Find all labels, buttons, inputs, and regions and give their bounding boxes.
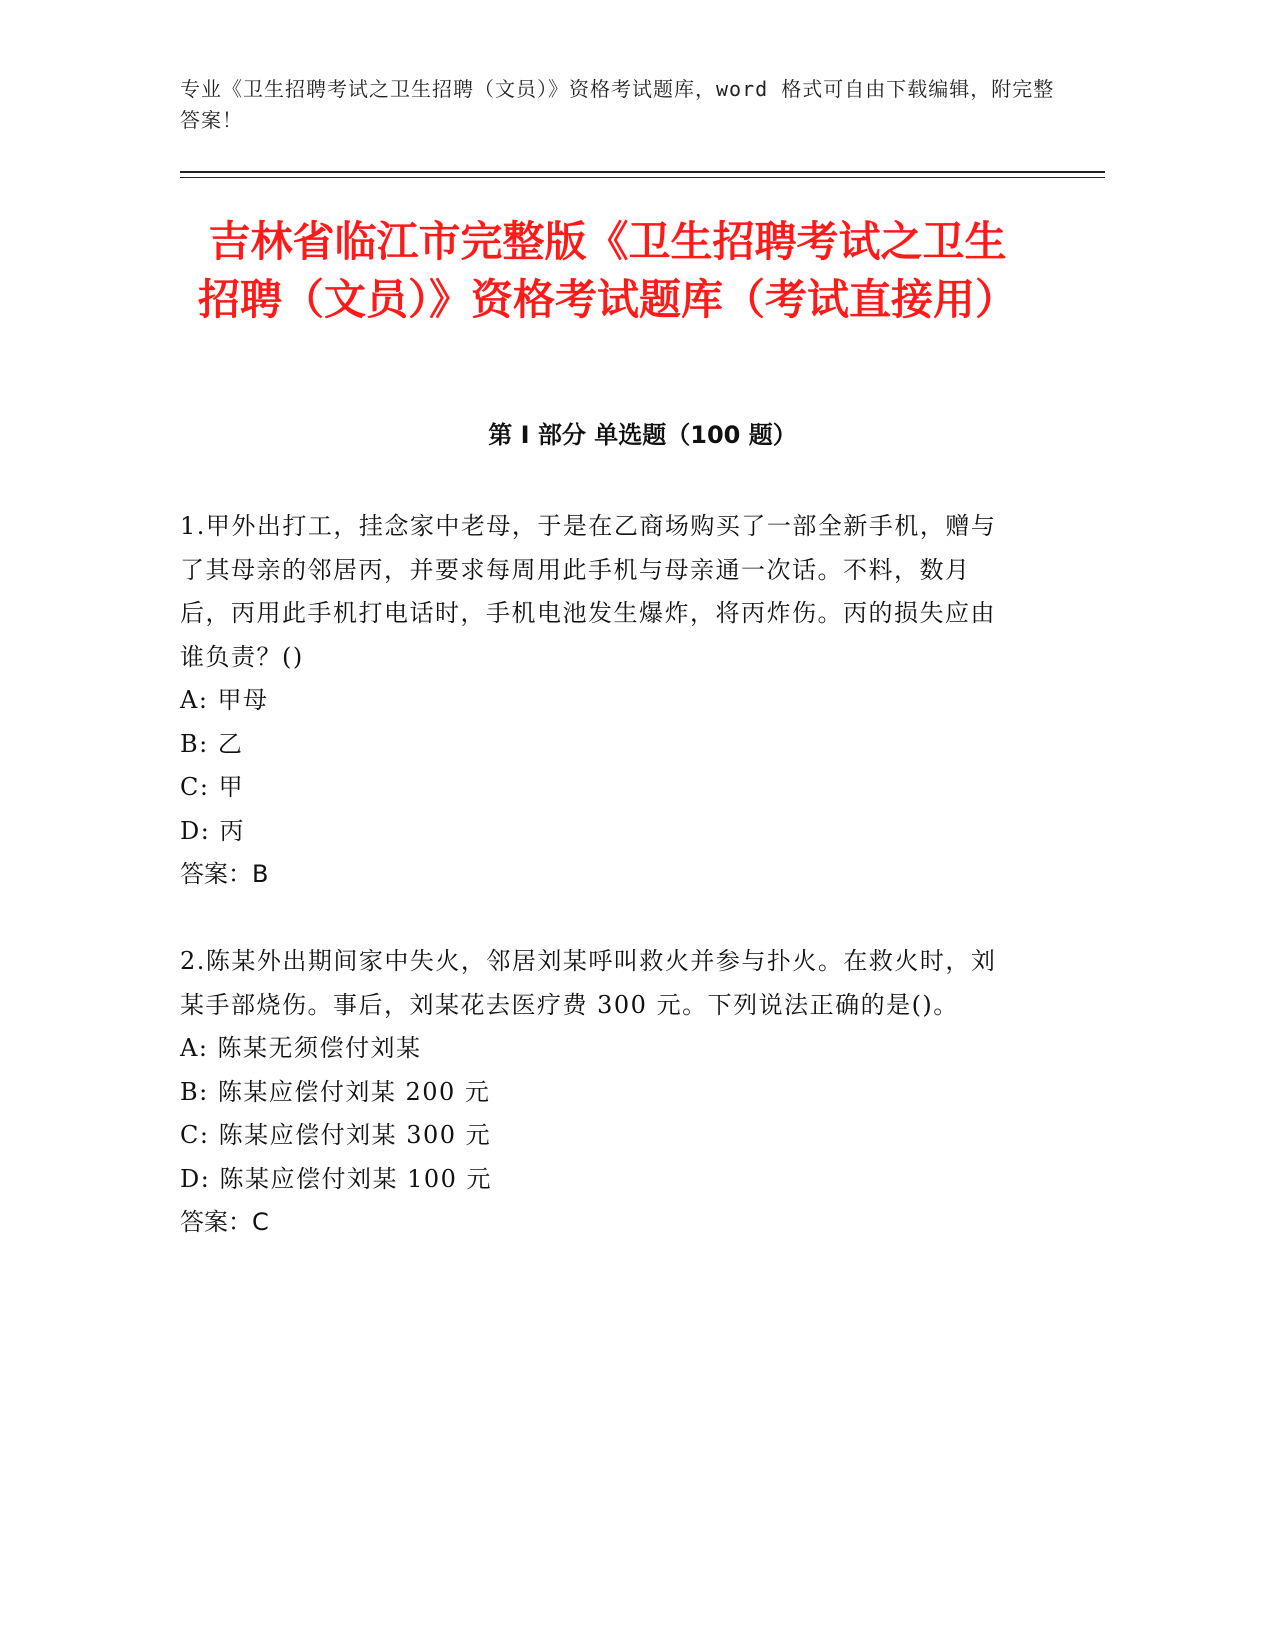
option-c: C: 陈某应偿付刘某 300 元 bbox=[180, 1121, 492, 1149]
header-divider-thick bbox=[180, 171, 1105, 173]
option-a: A: 陈某无须偿付刘某 bbox=[180, 1034, 422, 1062]
document-title: 吉林省临江市完整版《卫生招聘考试之卫生招聘（文员）》资格考试题库（考试直接用） bbox=[197, 217, 1017, 324]
option-c: C: 甲 bbox=[180, 773, 245, 801]
option-b: B: 乙 bbox=[180, 729, 244, 758]
question-stem: 2.陈某外出期间家中失火，邻居刘某呼叫救火并参与扑火。在救火时，刘某手部烧伤。事后，刘某花去医疗费 300 元。下列说法正确的是()。 bbox=[180, 947, 997, 1019]
option-d: D: 陈某应偿付刘某 100 元 bbox=[180, 1164, 493, 1193]
question-2 bbox=[180, 940, 1015, 1245]
option-d: D: 丙 bbox=[180, 816, 245, 845]
answer: 答案：C bbox=[180, 1208, 269, 1236]
section-heading: 第 I 部分 单选题（100 题） bbox=[488, 421, 797, 449]
question-1 bbox=[180, 505, 1015, 897]
header-divider-thin bbox=[180, 177, 1105, 178]
question-stem: 1.甲外出打工，挂念家中老母，于是在乙商场购买了一部全新手机，赠与了其母亲的邻居丙，并要求每周用此手机与母亲通一次话。不料，数月后，丙用此手机打电话时，手机电池发生爆炸，将丙炸伤。丙的损失应由谁负责？() bbox=[180, 512, 997, 671]
option-b: B: 陈某应偿付刘某 200 元 bbox=[180, 1077, 491, 1106]
answer: 答案：B bbox=[180, 860, 269, 888]
header-note: 专业《卫生招聘考试之卫生招聘（文员）》资格考试题库，word 格式可自由下载编辑，附完整答案！ bbox=[180, 77, 1055, 132]
option-a: A: 甲母 bbox=[180, 686, 269, 714]
